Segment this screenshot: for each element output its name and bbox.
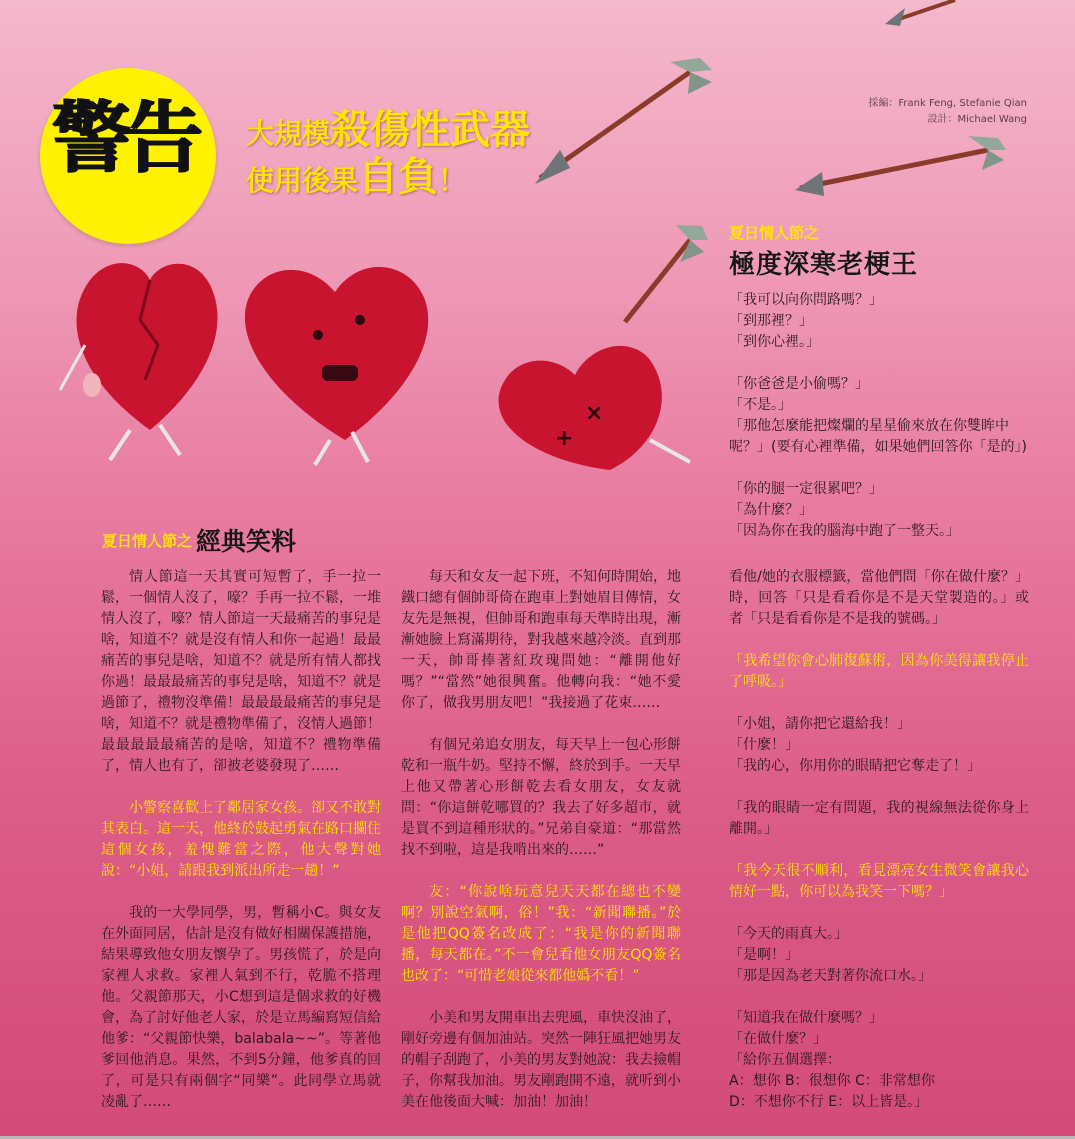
credit-editors: 採編：Frank Feng, Stefanie Qian — [868, 98, 1027, 109]
joke-block — [729, 479, 1029, 542]
right-section-jokes — [729, 290, 1029, 563]
paragraph: 看他/她的衣服標籤，當他們問「你在做什麼？」時，回答「只是看看你是不是天堂製造的。」或者「只是看看你是不是我的號碼。」 — [729, 569, 1029, 627]
paragraph: 情人節這一天其實可短暫了，手一拉一鬆，一個情人沒了，嚎？手再一拉不鬆，一堆情人沒了，嚎？情人節這一天最痛苦的事兒是啥，知道不？就是沒有情人和你一起過！最最痛苦的事兒是啥，知道不？就是所有情人都找你過！最最最痛苦的事兒是啥，知道不？就是過節了，禮物沒準備！最最最最痛苦的事兒是啥，知道不？就是禮物準備了，沒情人過節！最最最最最痛苦的是啥，知道不？禮物準備了，情人也有了，卻被老婆發現了…… — [101, 569, 381, 774]
highlight-paragraph: 「我希望你會心肺復蘇術，因為你美得讓我停止了呼吸。」 — [729, 653, 1029, 690]
broken-heart-icon — [60, 263, 218, 460]
joke-line: 「那他怎麼能把燦爛的星星偷來放在你雙眸中呢？」(要有心裡準備，如果她們回答你「是的」) — [729, 418, 1027, 455]
left-section-subtitle: 夏日情人節之 — [102, 532, 193, 550]
joke-line: 「給你五個選擇： — [729, 1052, 841, 1068]
right-section-title: 極度深寒老梗王 — [729, 250, 919, 280]
svg-text:×: × — [585, 401, 604, 426]
svg-text:+: + — [555, 426, 574, 451]
dead-heart-icon — [499, 346, 690, 470]
highlight-paragraph: 「我今天很不順利，看見漂亮女生微笑會讓我心情好一點，你可以為我笑一下嗎？」 — [729, 863, 1029, 900]
joke-line: 「在做什麼？」 — [729, 1031, 827, 1047]
paragraph: 每天和女友一起下班，不知何時開始，地鐵口總有個帥哥倚在跑車上對她眉目傳情，女友先是無視，但帥哥和跑車每天準時出現，漸漸她臉上寫滿期待，對我越來越冷淡。直到那一天，帥哥捧著紅玫瑰問她：“離開他好嗎？”“當然”她很興奮。他轉向我：“她不愛你了，做我男朋友吧！”我接過了花束…… — [401, 569, 681, 711]
joke-line: 「我可以向你問路嗎？」 — [729, 292, 883, 308]
column-1 — [101, 567, 381, 1134]
headline2-small: 使用後果 — [246, 164, 359, 197]
highlight-paragraph: 小警察喜歡上了鄰居家女孩。卻又不敢對其表白。這一天，他終於鼓起勇氣在路口攔住這個女孩，羞愧難當之際，他大聲對她說：“小姐，請跟我到派出所走一趟！” — [101, 800, 381, 879]
joke-line: 「因為你在我的腦海中跑了一整天。」 — [729, 523, 960, 539]
arrow-icon — [795, 136, 1006, 196]
headline1-small: 大規模 — [246, 117, 331, 150]
arrow-icon — [885, 0, 955, 26]
joke-block — [729, 290, 1029, 353]
paragraph: 小美和男友開車出去兜風，車快沒油了，剛好旁邊有個加油站。突然一陣狂風把她男友的帽子刮跑了，小美的男友對她說：我去撿帽子，你幫我加油。男友剛跑開不遠，就听到小美在他後面大喊：加油！加油！ — [401, 1010, 681, 1110]
warning-title: 警告 — [52, 94, 197, 184]
joke-block — [729, 924, 1029, 987]
joke-line: 「為什麼？」 — [729, 502, 813, 518]
joke-line: 「今天的雨真大。」 — [729, 926, 848, 942]
joke-block — [729, 1008, 1029, 1113]
paragraph: 我的一大學同學，男，暫稱小C。與女友在外面同居，估計是沒有做好相關保護措施，結果導致他女朋友懷孕了。男孩慌了，於是向家裡人求救。家裡人氣到不行，乾脆不搭理他。父親節那天，小C想到這是個求救的好機會，為了討好他老人家，於是立馬編寫短信給他爹：“父親節快樂，balabala~~”。等著他爹回他消息。果然，不到5分鐘，他爹真的回了，可是只有兩個字“同樂”。此同學立馬就凌亂了…… — [101, 905, 381, 1110]
joke-line: 「你爸爸是小偷嗎？」 — [729, 376, 869, 392]
arrow-icon — [535, 58, 712, 184]
column-3 — [729, 567, 1029, 1113]
left-section-title: 經典笑料 — [196, 527, 297, 556]
joke-block — [729, 714, 1029, 777]
headline2-big: 自負 — [358, 154, 439, 200]
joke-line: 「到你心裡。」 — [729, 334, 820, 350]
joke-line: 「你的腿一定很累吧？」 — [729, 481, 883, 497]
joke-line: 「到那裡？」 — [729, 313, 813, 329]
headline-line2 — [246, 154, 467, 200]
joke-line: 「什麼！」 — [729, 737, 799, 753]
joke-line: 「我的心，你用你的眼睛把它奪走了！」 — [729, 758, 981, 774]
credit-design: 設計：Michael Wang — [927, 114, 1027, 125]
column-2 — [401, 567, 681, 1134]
highlight-paragraph: 友：“你說啥玩意兒天天都在總也不變啊？別說空氣啊，俗！”我：“新聞聯播。”於是他把QQ簽名改成了：“我是你的新聞聯播，每天都在。”不一會兒看他女朋友QQ簽名也改了：“可惜老娘從來都他嬀不看！” — [401, 884, 681, 984]
joke-block — [729, 374, 1029, 458]
joke-line: 「知道我在做什麼嗎？」 — [729, 1010, 883, 1026]
paragraph: 有個兄弟追女朋友，每天早上一包心形餅乾和一瓶牛奶。堅持不懈，終於到手。一天早上他又帶著心形餅乾去看女朋友，女友就問：“你這餅乾哪買的？我去了好多超市，就是買不到這種形狀的。”兄弟自豪道：“那當然找不到啦，這是我啃出來的……” — [401, 737, 681, 858]
joke-line: A：想你 B：很想你 C：非常想你 — [729, 1073, 935, 1089]
joke-line: 「那是因為老天對著你流口水。」 — [729, 968, 932, 984]
paragraph: 「我的眼睛一定有問題，我的視線無法從你身上離開。」 — [729, 800, 1029, 837]
headline1-big: 殺傷性武器 — [330, 107, 531, 153]
joke-line: 「是啊！」 — [729, 947, 799, 963]
headline2-end: ！ — [438, 164, 467, 197]
headline-line1 — [246, 107, 531, 153]
right-section-subtitle: 夏日情人節之 — [729, 224, 820, 242]
arrow-icon — [625, 225, 708, 322]
scared-heart-icon — [245, 267, 428, 465]
credits — [868, 96, 1027, 128]
joke-line: D：不想你不行 E：以上皆是。」 — [729, 1094, 929, 1110]
joke-line: 「不是。」 — [729, 397, 792, 413]
joke-line: 「小姐，請你把它還給我！」 — [729, 716, 911, 732]
